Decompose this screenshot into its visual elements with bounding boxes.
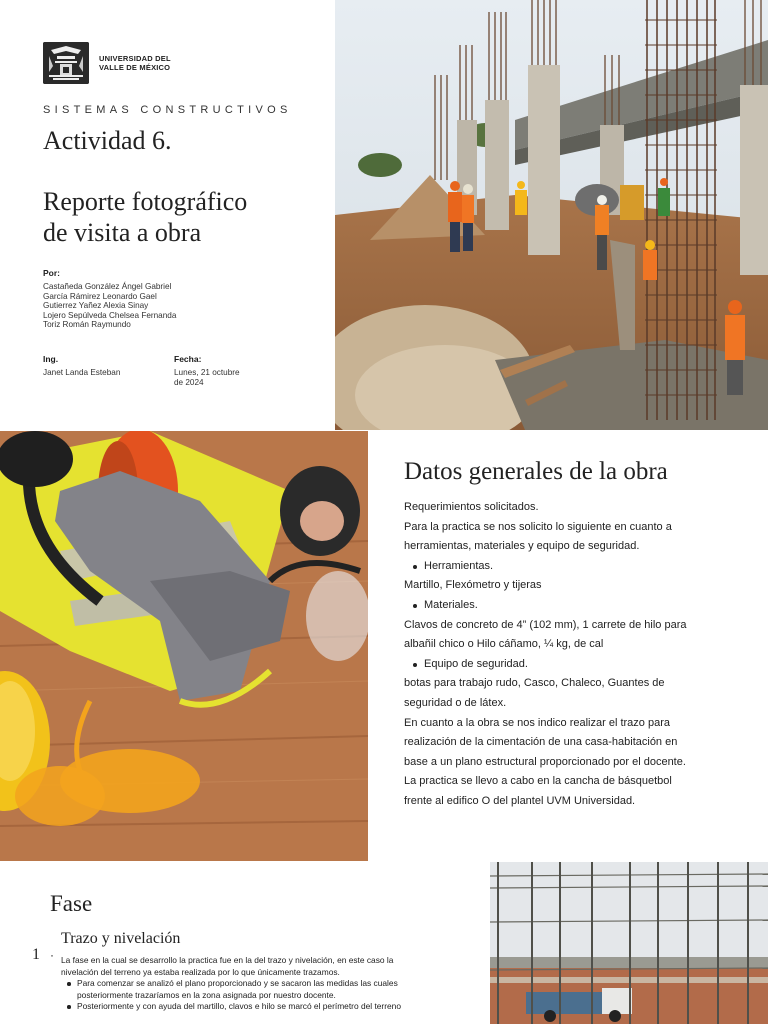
instructor-label: Ing.: [43, 354, 59, 364]
paragraph-line: En cuanto a la obra se nos indico realizar el trazo para: [404, 716, 670, 729]
list-item-line: Posteriormente y con ayuda del martillo, clavos e hilo se marcó el perímetro del terreno: [77, 1001, 401, 1012]
paragraph-line: La practica se llevo a cabo en la cancha de básquetbol: [404, 775, 672, 788]
report-title-line: de visita a obra: [43, 218, 202, 247]
phase-number-dot: ·: [50, 948, 54, 962]
university-name-line: UNIVERSIDAD DEL: [99, 54, 171, 63]
report-title: [43, 186, 247, 248]
author-name: García Rámirez Leonardo Gael: [43, 291, 157, 301]
construction-site-photo: [335, 0, 768, 430]
general-data-body: [404, 498, 734, 812]
paragraph-line: herramientas, materiales y equipo de seguridad.: [404, 540, 640, 553]
paragraph-line: Requerimientos solicitados.: [404, 501, 539, 513]
paragraph-line: realización de la cimentación de una casa-habitación en: [404, 736, 678, 749]
list-item: Herramientas.: [404, 557, 734, 577]
phase-list: [61, 978, 461, 1013]
paragraph-line: frente al edifico O del plantel UVM Universidad.: [404, 794, 636, 807]
date-value: [174, 368, 240, 387]
phase-number: 1: [32, 946, 40, 963]
phase-body: [61, 955, 461, 1013]
paragraph-line: botas para trabajo rudo, Casco, Chaleco, Guantes de: [404, 677, 665, 690]
cover-panel: [0, 0, 335, 430]
phase-section: [0, 862, 768, 1024]
authors-label: Por:: [43, 268, 60, 278]
paragraph-line: nivelación del terreno ya estaba realizada por lo que únicamente trazamos.: [61, 966, 340, 977]
activity-title: Actividad 6.: [43, 126, 172, 155]
paragraph-line: La fase en la cual se desarrollo la practica fue en la del trazo y nivelación, en este caso la: [61, 955, 394, 965]
list-item: [61, 978, 461, 1001]
list-item-line: posteriormente trazaríamos en la zona asignada por nuestro docente.: [77, 989, 336, 1000]
university-name-line: VALLE DE MÉXICO: [99, 62, 171, 72]
safety-equipment-photo: [0, 431, 368, 861]
list-item: [61, 1001, 461, 1013]
date-value-line: Lunes, 21 octubre: [174, 368, 240, 377]
phase-title: Fase: [50, 891, 93, 916]
subject-label: SISTEMAS CONSTRUCTIVOS: [43, 104, 292, 116]
author-name: Lojero Sepúlveda Chelsea Fernanda: [43, 310, 177, 320]
paragraph-line: base a un plano estructural proporcionado por el docente.: [404, 755, 686, 768]
author-name: Castañeda González Ángel Gabriel: [43, 282, 172, 291]
site-fence-photo: [490, 862, 768, 1024]
authors-list: [43, 282, 176, 330]
instructor-name: Janet Landa Esteban: [43, 368, 121, 377]
paragraph-line: Para la practica se nos solicito lo siguiente en cuanto a: [404, 520, 672, 533]
list-item: Equipo de seguridad.: [404, 655, 734, 675]
general-data-section: [368, 431, 768, 861]
paragraph-line: Martillo, Flexómetro y tijeras: [404, 579, 542, 592]
author-name: Gutierrez Yañez Alexia Sinay: [43, 301, 149, 311]
paragraph-line: Clavos de concreto de 4” (102 mm), 1 carrete de hilo para: [404, 618, 687, 631]
paragraph-line: albañil chico o Hilo cáñamo, ¼ kg, de cal: [404, 638, 604, 651]
phase-subtitle: Trazo y nivelación: [61, 930, 181, 947]
section-title: Datos generales de la obra: [404, 458, 668, 485]
university-name: [99, 55, 171, 72]
date-value-line: de 2024: [174, 377, 204, 387]
paragraph-line: seguridad o de látex.: [404, 696, 507, 709]
list-item: Materiales.: [404, 596, 734, 616]
list-item-line: Para comenzar se analizó el plano proporcionado y se sacaron las medidas las cuales: [77, 978, 398, 989]
report-title-line: Reporte fotográfico: [43, 187, 248, 216]
author-name: Toriz Román Raymundo: [43, 320, 131, 330]
university-logo-icon: [43, 42, 89, 84]
date-label: Fecha:: [174, 354, 202, 364]
